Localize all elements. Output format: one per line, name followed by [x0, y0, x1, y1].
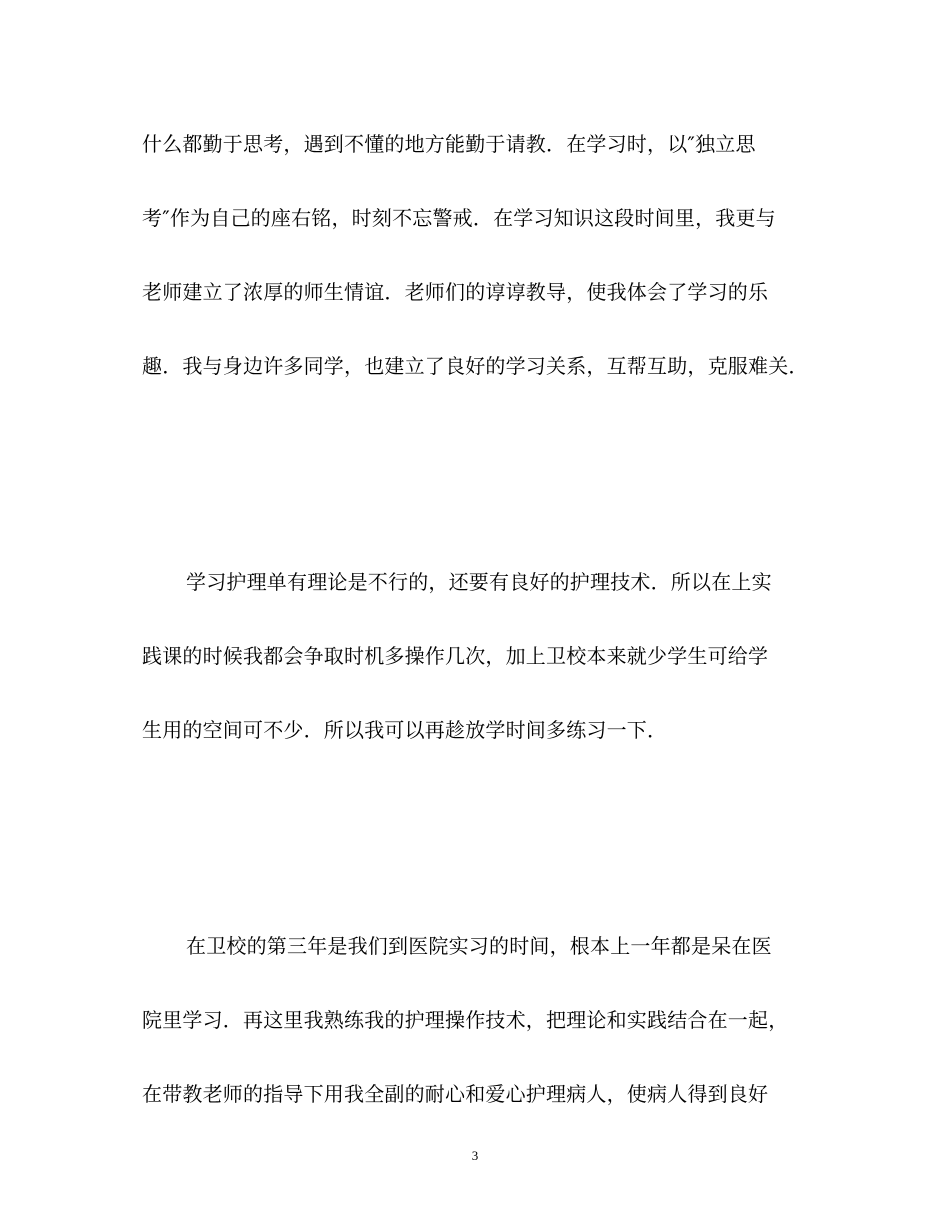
- paragraph-3-line-1: 在卫校的第三年是我们到医院实习的时间，根本上一年都是呆在医: [186, 934, 772, 958]
- paragraph-1-line-2: 考″作为自己的座右铭，时刻不忘警戒．在学习知识这段时间里，我更与: [142, 206, 776, 230]
- paragraph-1-line-3: 老师建立了浓厚的师生情谊．老师们的谆谆教导，使我体会了学习的乐: [142, 280, 769, 304]
- paragraph-3-line-3: 在带教老师的指导下用我全副的耐心和爱心护理病人，使病人得到良好: [142, 1082, 769, 1106]
- paragraph-2-line-1: 学习护理单有理论是不行的，还要有良好的护理技术．所以在上实: [186, 570, 772, 594]
- page-number: 3: [471, 1148, 479, 1163]
- paragraph-2-line-2: 践课的时候我都会争取时机多操作几次，加上卫校本来就少学生可给学: [142, 644, 769, 668]
- paragraph-1-line-1: 什么都勤于思考，遇到不懂的地方能勤于请教．在学习时，以″独立思: [142, 132, 756, 156]
- paragraph-2-line-3: 生用的空间可不少．所以我可以再趁放学时间多练习一下．: [142, 718, 668, 742]
- paragraph-1-line-4: 趣．我与身边许多同学，也建立了良好的学习关系，互帮互助，克服难关．: [142, 354, 809, 378]
- paragraph-3-line-2: 院里学习．再这里我熟练我的护理操作技术，把理论和实践结合在一起，: [142, 1008, 789, 1032]
